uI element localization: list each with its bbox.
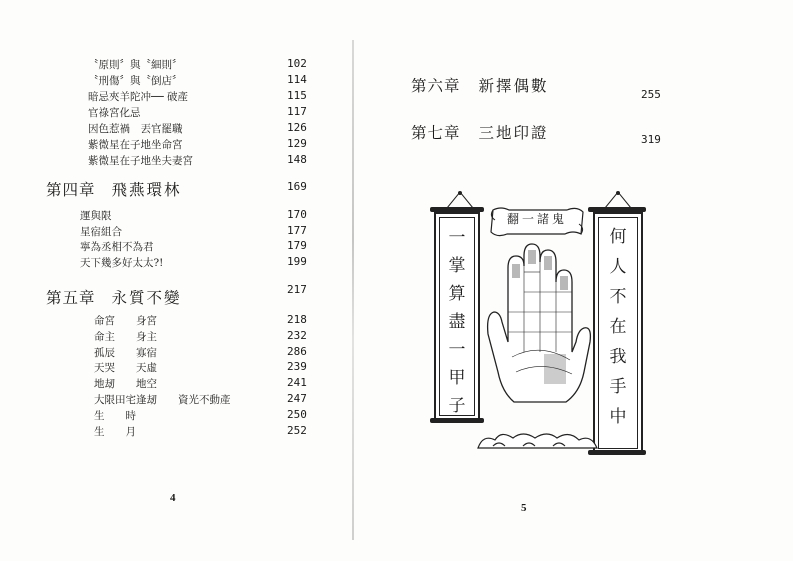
scroll-character: 一 — [448, 228, 466, 248]
toc-entry-title: 星宿組合 — [80, 225, 122, 238]
chapter-7-title: 三地印證 — [478, 124, 549, 142]
left-page-number: 4 — [170, 492, 176, 504]
toc-entry-page: 117 — [287, 105, 307, 118]
toc-entry-title: 孤辰 寡宿 — [94, 346, 157, 359]
toc-entry-page: 129 — [287, 137, 307, 150]
right-scroll-text — [595, 222, 641, 432]
toc-entry-title: 大限田宅逢刼 資光不動產 — [94, 394, 231, 406]
banner-text: 翻一諸鬼 — [506, 212, 567, 226]
right-page — [355, 0, 793, 561]
chapter-5-heading — [46, 286, 182, 308]
toc-entry-title: 生 月 — [94, 425, 136, 438]
left-scroll — [434, 212, 480, 421]
chapter-4-number: 第四章 — [46, 181, 96, 199]
toc-entry-page: 179 — [287, 239, 307, 252]
scroll-character: 算 — [448, 284, 466, 304]
scroll-character: 不 — [609, 287, 627, 307]
toc-entry-page: 286 — [287, 344, 307, 358]
chapter-5-page: 217 — [287, 283, 307, 296]
toc-entry-page: 218 — [287, 313, 307, 326]
toc-entry-title: 運與限 — [80, 210, 112, 222]
toc-entry-title: 〝原則〞與〝細則〞 — [88, 59, 183, 71]
toc-entry-title: 紫微星在子地坐命宮 — [88, 139, 183, 151]
toc-entry-title: 官祿宮化忌 — [88, 107, 141, 119]
toc-entry-title: 生 時 — [94, 409, 136, 422]
toc-entry-title: 天下幾多好太太?! — [80, 256, 164, 269]
toc-entry-title: 命主 身主 — [94, 330, 157, 343]
toc-entry-title: 暗忌夾羊陀冲── 破產 — [88, 91, 188, 103]
cloud-base-icon — [473, 426, 603, 456]
palm-illustration — [425, 190, 665, 460]
chapter-5-number: 第五章 — [46, 289, 96, 307]
scroll-character: 甲 — [448, 368, 466, 388]
scroll-character: 掌 — [448, 256, 466, 276]
palm-hand-icon — [480, 242, 600, 432]
toc-entry-page: 148 — [287, 153, 307, 166]
toc-entry-title: 因色惹禍 丟官罷職 — [88, 123, 183, 135]
toc-entry-page: 126 — [287, 121, 307, 134]
toc-entry-title: 寧為丞相不為君 — [80, 241, 154, 253]
toc-entry-page: 241 — [287, 376, 307, 390]
toc-entry-title: 紫微星在子地坐夫妻宮 — [88, 155, 193, 167]
scroll-character: 中 — [609, 407, 627, 427]
chapter-4-heading — [46, 178, 182, 200]
toc-entry-page: 239 — [287, 360, 307, 374]
chapter-7-number: 第七章 — [411, 124, 461, 142]
right-scroll — [593, 212, 643, 454]
chapter-6-number: 第六章 — [411, 77, 461, 95]
chapter-4-page: 169 — [287, 180, 307, 193]
toc-entry-page: 247 — [287, 392, 307, 405]
left-scroll-text — [436, 224, 478, 420]
left-page — [0, 0, 352, 561]
chapter-6-heading — [411, 74, 549, 96]
chapter-6-page: 255 — [641, 88, 661, 101]
toc-entry-page: 114 — [287, 73, 307, 86]
right-page-number: 5 — [521, 502, 527, 514]
toc-entry-page: 102 — [287, 57, 307, 70]
toc-entry-page: 250 — [287, 407, 307, 421]
toc-entry-title: 地刼 地空 — [94, 378, 157, 391]
chapter-5-title: 永質不變 — [111, 289, 182, 307]
scroll-character: 人 — [609, 257, 627, 277]
scroll-character: 在 — [609, 317, 627, 337]
scroll-character: 子 — [448, 396, 466, 416]
toc-entry-page: 170 — [287, 208, 307, 221]
scroll-character: 一 — [448, 340, 466, 360]
toc-entry-page: 252 — [287, 423, 307, 437]
chapter-4-title: 飛燕環林 — [111, 181, 182, 199]
toc-entry-title: 天哭 天虛 — [94, 362, 157, 375]
toc-entry-page: 199 — [287, 254, 307, 268]
scroll-character: 盡 — [448, 312, 466, 332]
chapter-7-heading — [411, 121, 549, 143]
left-scroll-bottom-rod — [430, 418, 484, 423]
chapter-7-page: 319 — [641, 133, 661, 146]
chapter-6-title: 新擇偶數 — [478, 77, 549, 95]
toc-entry-page: 232 — [287, 328, 307, 342]
scroll-character: 何 — [609, 227, 627, 247]
book-gutter — [352, 40, 354, 540]
scroll-character: 手 — [609, 377, 627, 397]
toc-entry-page: 177 — [287, 223, 307, 237]
toc-entry-page: 115 — [287, 89, 307, 102]
toc-entry-title: 命宮 身宮 — [94, 315, 157, 327]
scroll-character: 我 — [609, 347, 627, 367]
toc-entry-title: 〝刑傷〞與〝倒店〞 — [88, 75, 183, 87]
